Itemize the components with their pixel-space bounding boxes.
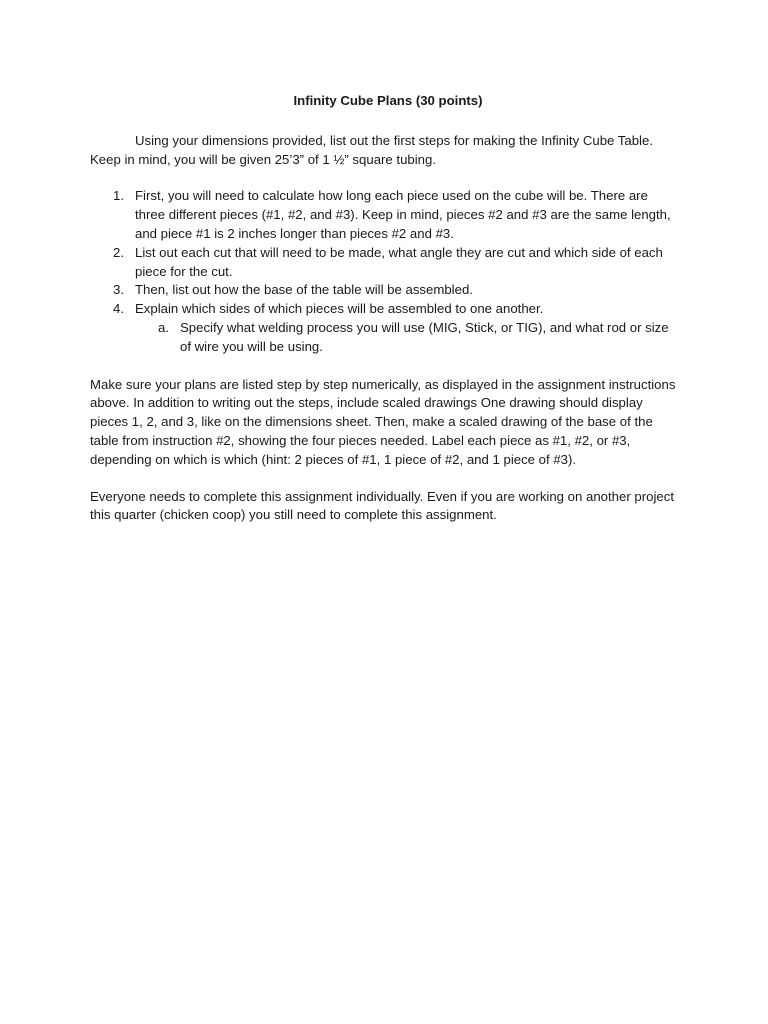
- step-number: 1.: [113, 188, 124, 204]
- intro-paragraph: Using your dimensions provided, list out the first steps for making the Infinity Cube Table. Keep in mind, you will be given 25’3” of 1 ½” square tubing.: [90, 132, 653, 167]
- step-item: [113, 187, 680, 243]
- plans-paragraph: Make sure your plans are listed step by step numerically, as displayed in the assignment instructions above. In addition to writing out the steps, include scaled drawings One drawing should display pieces 1, 2, and 3, like on the dimensions sheet. Then, make a scaled drawing of the base of the table from instruction #2, showing the four pieces needed. Label each piece as #1, #2, or #3, depending on which is which (hint: 2 pieces of #1, 1 piece of #2, and 1 piece of #3).: [90, 376, 676, 467]
- document-body: [90, 92, 680, 543]
- step-text: List out each cut that will need to be made, what angle they are cut and which side of each piece for the cut.: [135, 244, 663, 279]
- step-item: [113, 281, 680, 300]
- step-number: 4.: [113, 301, 124, 317]
- step-number: 2.: [113, 244, 124, 260]
- step-text: First, you will need to calculate how long each piece used on the cube will be. There are three different pieces (#1, #2, and #3). Keep in mind, pieces #2 and #3 are the same length, and piece #1 is 2 inches longer than pieces #2 and #3.: [135, 188, 671, 241]
- substeps-list: [135, 319, 680, 357]
- step-number: 3.: [113, 282, 124, 298]
- step-item: [113, 300, 680, 356]
- substep-letter: a.: [158, 319, 169, 335]
- document-title: Infinity Cube Plans (30 points): [293, 93, 483, 108]
- step-item: [113, 244, 680, 282]
- individual-paragraph: Everyone needs to complete this assignment individually. Even if you are working on another project this quarter (chicken coop) you still need to complete this assignment.: [90, 488, 674, 523]
- steps-list: [90, 187, 680, 356]
- step-text: Explain which sides of which pieces will be assembled to one another.: [135, 301, 544, 317]
- substep-text: Specify what welding process you will use (MIG, Stick, or TIG), and what rod or size of wire you will be using.: [180, 319, 669, 354]
- substep-item: [158, 319, 680, 357]
- step-text: Then, list out how the base of the table will be assembled.: [135, 282, 473, 298]
